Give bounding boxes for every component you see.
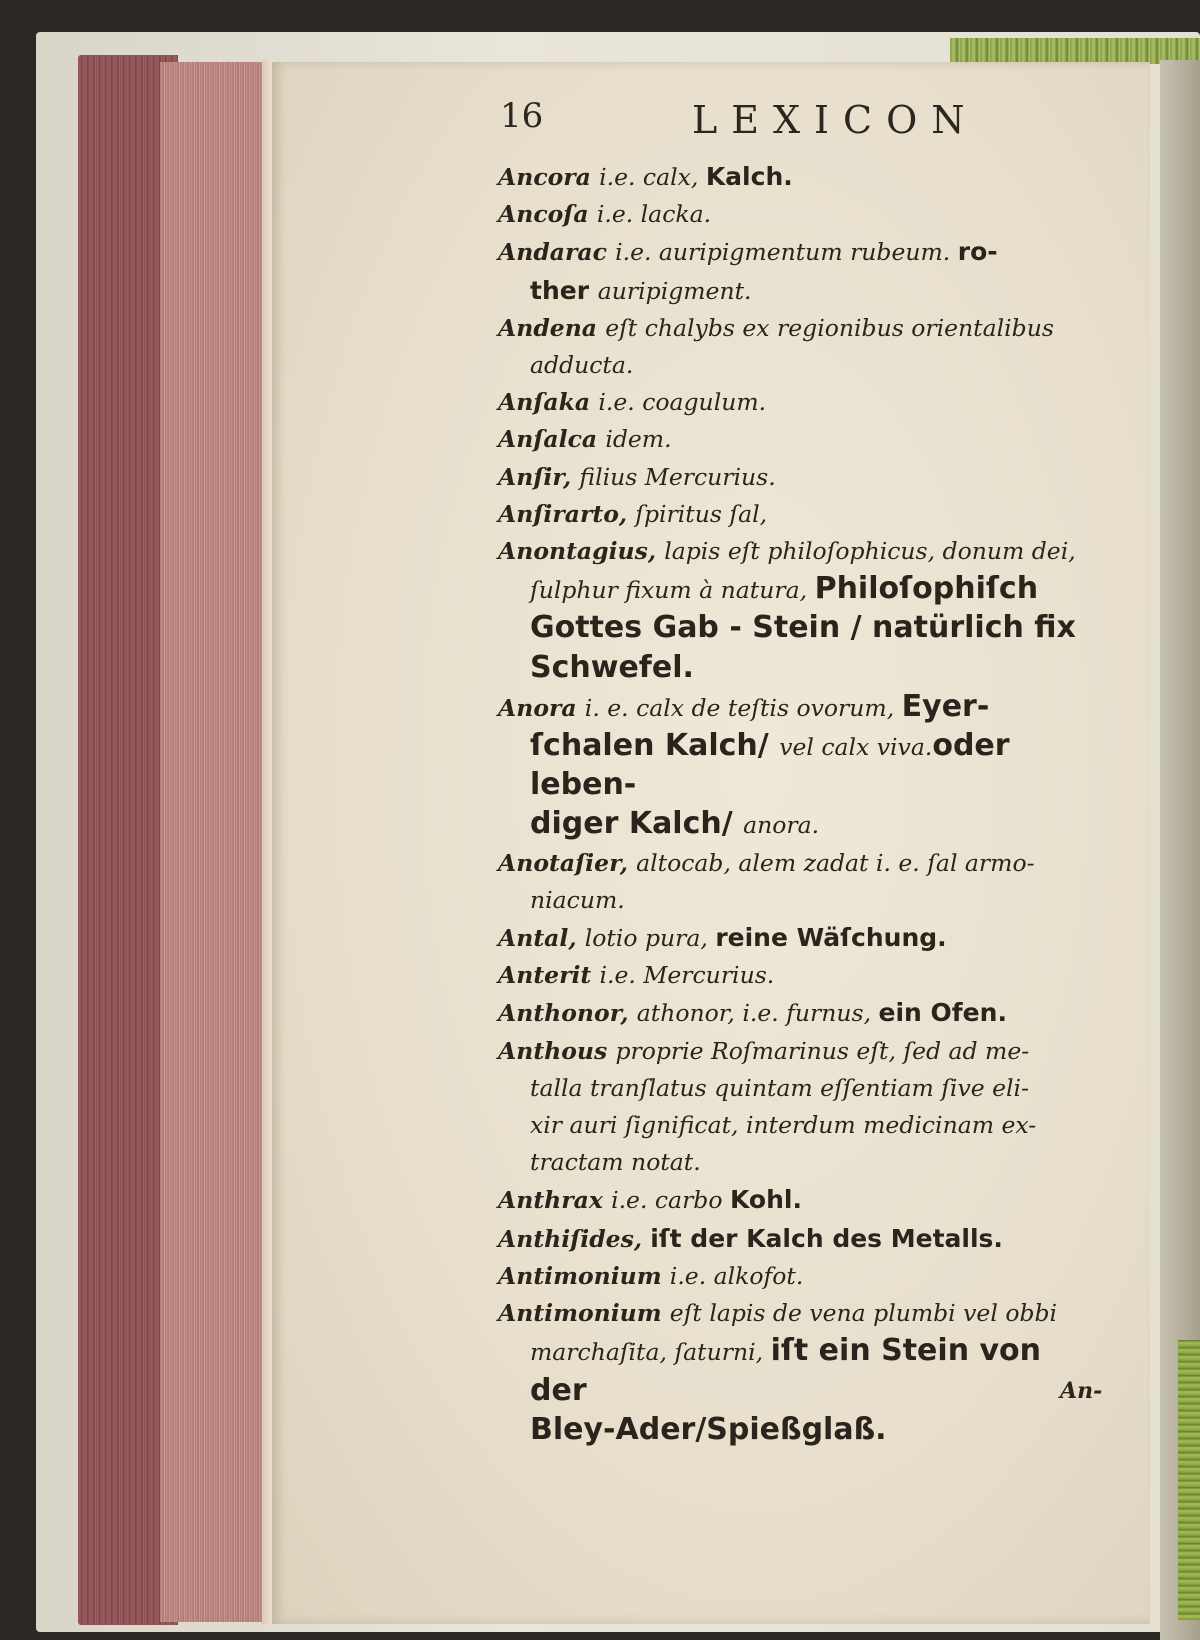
entry-text: xir auri ſignificat, interdum medicinam ex- bbox=[530, 1111, 1037, 1140]
entry-line bbox=[498, 158, 1108, 196]
entry-text: i.e. auripigmentum rubeum. bbox=[615, 238, 958, 267]
entry-text: proprie Roſmarinus eſt, ſed ad me- bbox=[615, 1036, 1030, 1065]
page-header bbox=[500, 96, 1000, 146]
entry-text: lotio pura, bbox=[584, 924, 716, 953]
entry-text: vel calx viva. bbox=[779, 733, 933, 762]
entry-headword: Anſaka bbox=[498, 388, 599, 417]
lexicon-entries bbox=[498, 158, 1108, 1450]
entry-line bbox=[498, 1332, 1108, 1410]
entry-line bbox=[498, 1295, 1108, 1332]
entry-line bbox=[498, 1181, 1108, 1219]
entry-line bbox=[498, 688, 1108, 727]
entry-text: altocab, alem zadat i. e. ſal armo- bbox=[636, 848, 1035, 877]
entry-text: ſchalen Kalch/ bbox=[530, 728, 780, 764]
entry-text: Philoſophiſch bbox=[814, 571, 1039, 607]
entry-line bbox=[498, 384, 1108, 421]
entry-line bbox=[498, 1144, 1108, 1181]
entry-text: tractam notat. bbox=[530, 1148, 701, 1177]
entry-text: Schwefel. bbox=[530, 649, 694, 685]
lexicon-entry bbox=[498, 533, 1108, 688]
lexicon-entry bbox=[498, 459, 1108, 496]
entry-headword: Anthrax bbox=[498, 1186, 612, 1215]
entry-text: iſt ein Stein von der bbox=[530, 1333, 1042, 1408]
entry-line bbox=[498, 1107, 1108, 1144]
entry-text: Gottes Gab - Stein / natürlich fix bbox=[530, 610, 1076, 646]
entry-text: i.e. alkofot. bbox=[669, 1261, 804, 1290]
entry-text: athonor, i.e. furnus, bbox=[636, 999, 879, 1028]
entry-text: anora. bbox=[743, 811, 820, 840]
entry-headword: Anora bbox=[498, 693, 585, 722]
lexicon-entry bbox=[498, 233, 1108, 309]
catchword: An- bbox=[1060, 1378, 1103, 1404]
entry-headword: Anthonor, bbox=[498, 999, 637, 1028]
entry-line bbox=[498, 533, 1108, 570]
entry-line bbox=[498, 310, 1108, 347]
entry-line bbox=[498, 496, 1108, 533]
entry-line bbox=[498, 1220, 1108, 1258]
lexicon-entry bbox=[498, 496, 1108, 533]
entry-line bbox=[498, 1033, 1108, 1070]
lexicon-entry bbox=[498, 994, 1108, 1032]
entry-line bbox=[498, 421, 1108, 458]
lexicon-entry bbox=[498, 158, 1108, 196]
lexicon-entry bbox=[498, 196, 1108, 233]
entry-headword: Anterit bbox=[498, 961, 600, 990]
entry-text: ein Ofen. bbox=[878, 998, 1007, 1028]
entry-line bbox=[498, 570, 1108, 609]
lexicon-entry bbox=[498, 1258, 1108, 1295]
entry-text: talla tranſlatus quintam eſſentiam ſive eli- bbox=[530, 1073, 1029, 1102]
running-title: LEXICON bbox=[692, 98, 979, 142]
entry-text: Bley-Ader/Spießglaß. bbox=[530, 1411, 887, 1447]
entry-line bbox=[498, 233, 1108, 271]
bookmark-ribbon-lower bbox=[1178, 1340, 1200, 1620]
entry-headword: Anotaſier, bbox=[498, 848, 637, 877]
entry-text: reine Wäſchung. bbox=[715, 923, 947, 953]
entry-text: niacum. bbox=[530, 885, 625, 914]
entry-headword: Antal, bbox=[498, 924, 585, 953]
entry-text: Kohl. bbox=[729, 1185, 802, 1215]
page-number: 16 bbox=[500, 96, 544, 136]
entry-line bbox=[498, 994, 1108, 1032]
entry-text: eſt chalybs ex regionibus orientalibus bbox=[605, 313, 1054, 342]
entry-line bbox=[498, 1070, 1108, 1107]
entry-headword: Anthous bbox=[498, 1036, 616, 1065]
entry-headword: Andena bbox=[498, 313, 606, 342]
entry-headword: Anſir, bbox=[498, 462, 580, 491]
entry-text: i.e. coagulum. bbox=[598, 388, 767, 417]
entry-text: idem. bbox=[605, 425, 672, 454]
entry-line bbox=[498, 649, 1108, 688]
entry-text: iſt der Kalch des Metalls. bbox=[650, 1223, 1003, 1253]
entry-line bbox=[498, 805, 1108, 844]
lexicon-entry bbox=[498, 688, 1108, 845]
entry-text: eſt lapis de vena plumbi vel obbi bbox=[669, 1299, 1058, 1328]
entry-headword: Ancoſa bbox=[498, 200, 597, 229]
entry-line bbox=[498, 459, 1108, 496]
lexicon-entry bbox=[498, 845, 1108, 919]
lexicon-entry bbox=[498, 1220, 1108, 1258]
entry-line bbox=[498, 882, 1108, 919]
entry-line bbox=[498, 609, 1108, 648]
entry-text: i.e. Mercurius. bbox=[599, 961, 775, 990]
entry-text: i.e. carbo bbox=[611, 1186, 730, 1215]
entry-line bbox=[498, 1258, 1108, 1295]
entry-text: i. e. calx de teſtis ovorum, bbox=[584, 693, 902, 722]
entry-text: diger Kalch/ bbox=[530, 806, 744, 842]
lexicon-entry bbox=[498, 1295, 1108, 1450]
page-edges-inner bbox=[160, 62, 265, 1622]
entry-text: ſpiritus ſal, bbox=[635, 499, 768, 528]
entry-line bbox=[498, 957, 1108, 994]
entry-headword: Ancora bbox=[498, 163, 600, 191]
lexicon-entry bbox=[498, 421, 1108, 458]
entry-text: auripigment. bbox=[597, 276, 752, 305]
lexicon-entry bbox=[498, 957, 1108, 994]
entry-text: i.e. calx, bbox=[599, 163, 706, 191]
entry-headword: Anſirarto, bbox=[498, 499, 636, 528]
entry-headword: Anontagius, bbox=[498, 537, 665, 566]
entry-text: Kalch. bbox=[705, 162, 793, 191]
entry-line bbox=[498, 347, 1108, 384]
lexicon-entry bbox=[498, 919, 1108, 957]
entry-line bbox=[498, 272, 1108, 310]
entry-text: ther bbox=[530, 275, 598, 305]
entry-text: adducta. bbox=[530, 351, 634, 380]
lexicon-entry bbox=[498, 1181, 1108, 1219]
entry-text: lapis eſt philoſophicus, donum dei, bbox=[664, 537, 1076, 566]
entry-text: ſulphur fixum à natura, bbox=[530, 576, 815, 605]
entry-headword: Antimonium bbox=[498, 1261, 670, 1290]
entry-headword: Antimonium bbox=[498, 1299, 670, 1328]
entry-text: marchaſita, ſaturni, bbox=[530, 1338, 771, 1367]
entry-line bbox=[498, 727, 1108, 805]
lexicon-entry bbox=[498, 310, 1108, 384]
entry-line bbox=[498, 919, 1108, 957]
entry-line bbox=[498, 196, 1108, 233]
entry-text: oder leben- bbox=[530, 728, 1010, 803]
entry-text: filius Mercurius. bbox=[579, 462, 776, 491]
entry-headword: Anthiſides, bbox=[498, 1224, 651, 1253]
entry-line bbox=[498, 1411, 1108, 1450]
entry-headword: Andarac bbox=[498, 238, 616, 267]
lexicon-entry bbox=[498, 1033, 1108, 1182]
lexicon-entry bbox=[498, 384, 1108, 421]
entry-line bbox=[498, 845, 1108, 882]
entry-text: i.e. lacka. bbox=[596, 200, 712, 229]
entry-text: Eyer- bbox=[901, 688, 990, 724]
entry-headword: Anſalca bbox=[498, 425, 606, 454]
entry-text: ro- bbox=[957, 237, 998, 267]
